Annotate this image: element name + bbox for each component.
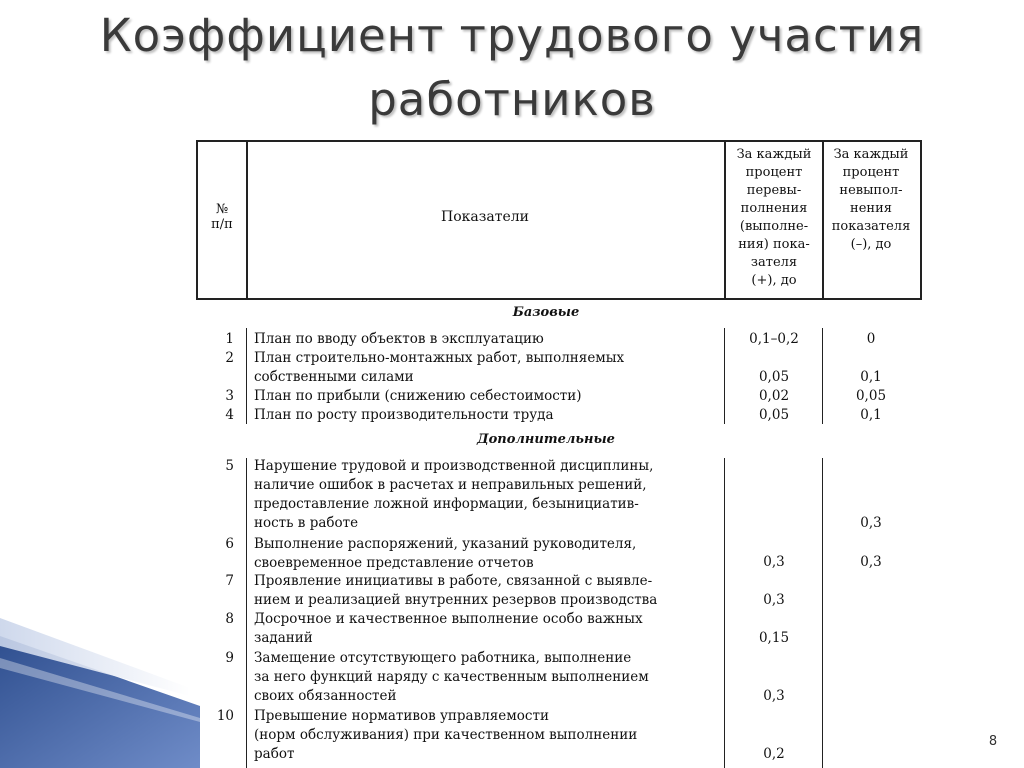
header-divider: [246, 140, 248, 298]
column-rule: [246, 328, 247, 424]
section-title-base: Базовые: [512, 305, 580, 320]
column-rule: [822, 328, 823, 424]
indicator-table: № п/п Показатели За каждый процент перевы- полнения (выполне- ния) пока- зателя (+), до За каждый процент невыпол- нения показателя (–), до Базовые 1 План по вводу объектов в эксплуатацию 0,1–0,2 0 2 План строительно-монтажных работ, выполняемых собственными силами 0,05 0,1 3 План по прибыли (снижению себестоимости) 0,02 0,05 4 План по росту производительности труда 0,05 0,1 Дополнительные 5 Нарушение трудовой и производственной дисциплины, наличие ошибок в расчетах и неправильных решений, предоставление ложной информации, безынициатив- ность в работе 0,3 6 Выполнение распоряжений, указаний руководителя, своевременное представление отчетов 0,3 0,3 7 Проявление инициативы в работе, связанной с выявле- нием и реализацией внутренних резервов производства 0,3 8 Досрочное и качественное выполнение особо важных заданий 0,15 9 Замещение отсутствующего работника, выполнение за него функций наряду с качественным выполнением своих обязанностей 0,3 10 Превышение нормативов управляемости (норм обслуживания) при качественном выполнении работ 0,2: [196, 140, 920, 768]
header-number: № п/п: [211, 202, 233, 232]
decorative-ribbon: [0, 618, 200, 768]
column-rule: [822, 458, 823, 768]
slide-title-line-1: Коэффициент трудового участия: [99, 9, 925, 62]
header-underfulfillment: За каждый процент невыпол- нения показателя (–), до: [831, 147, 911, 252]
column-rule: [246, 458, 247, 768]
header-indicators: Показатели: [441, 209, 529, 225]
page-number: 8: [988, 734, 998, 749]
section-title-additional: Дополнительные: [477, 432, 615, 447]
slide-title: [0, 4, 1024, 132]
column-rule: [724, 328, 725, 424]
slide-title-line-2: работников: [368, 73, 656, 126]
header-overfulfillment: За каждый процент перевы- полнения (выполне- ния) пока- зателя (+), до: [736, 147, 812, 288]
column-rule: [724, 458, 725, 768]
